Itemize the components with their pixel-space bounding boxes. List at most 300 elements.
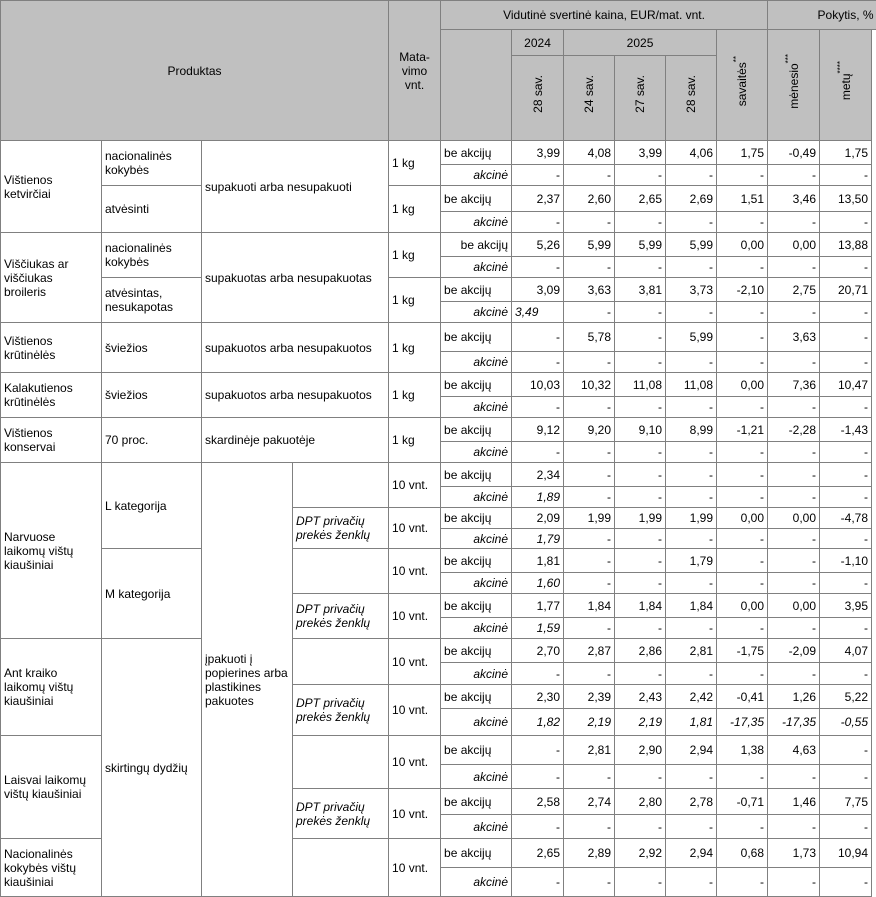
header-unit: Mata-vimo vnt. bbox=[389, 1, 441, 141]
value-cell: - bbox=[615, 765, 666, 789]
value-cell: - bbox=[564, 257, 615, 278]
value-cell: 1,75 bbox=[717, 141, 768, 165]
value-cell: 9,10 bbox=[615, 418, 666, 442]
value-cell: 2,30 bbox=[512, 685, 564, 709]
price-type: be akcijų bbox=[441, 508, 512, 529]
value-cell: - bbox=[666, 868, 717, 897]
value-cell: 2,37 bbox=[512, 186, 564, 212]
value-cell: - bbox=[768, 257, 820, 278]
product-cell: Vištienos krūtinėlės bbox=[1, 323, 102, 373]
value-cell: 5,78 bbox=[564, 323, 615, 352]
value-cell: 0,00 bbox=[717, 508, 768, 529]
value-cell: - bbox=[820, 323, 872, 352]
value-cell: - bbox=[717, 397, 768, 418]
value-cell: - bbox=[666, 165, 717, 186]
value-cell: - bbox=[615, 257, 666, 278]
unit-cell: 1 kg bbox=[389, 373, 441, 418]
value-cell: - bbox=[820, 663, 872, 685]
unit-cell: 10 vnt. bbox=[389, 594, 441, 639]
value-cell: 0,00 bbox=[768, 233, 820, 257]
value-cell: - bbox=[717, 815, 768, 839]
packaging-cell: supakuotos arba nesupakuotos bbox=[202, 373, 389, 418]
price-type: be akcijų bbox=[441, 685, 512, 709]
value-cell: -1,75 bbox=[717, 639, 768, 663]
value-cell: 2,75 bbox=[768, 278, 820, 302]
unit-cell: 1 kg bbox=[389, 323, 441, 373]
quality-cell: nacionalinės kokybės bbox=[102, 141, 202, 186]
value-cell: 1,99 bbox=[666, 508, 717, 529]
value-cell: - bbox=[666, 257, 717, 278]
value-cell: 1,81 bbox=[512, 549, 564, 573]
value-cell: - bbox=[768, 663, 820, 685]
value-cell: 1,84 bbox=[666, 594, 717, 618]
value-cell: - bbox=[820, 529, 872, 549]
value-cell: - bbox=[615, 323, 666, 352]
header-avg-price: Vidutinė svertinė kaina, EUR/mat. vnt. bbox=[441, 1, 768, 30]
price-type: be akcijų bbox=[441, 323, 512, 352]
value-cell: 20,71 bbox=[820, 278, 872, 302]
value-cell: - bbox=[512, 352, 564, 373]
brand-cell bbox=[293, 839, 389, 897]
value-cell: 3,09 bbox=[512, 278, 564, 302]
value-cell: - bbox=[666, 442, 717, 463]
value-cell: - bbox=[564, 765, 615, 789]
price-type: akcinė bbox=[441, 815, 512, 839]
packaging-cell: supakuotos arba nesupakuotos bbox=[202, 323, 389, 373]
value-cell: - bbox=[512, 815, 564, 839]
header-change: Pokytis, % bbox=[768, 1, 876, 30]
unit-cell: 10 vnt. bbox=[389, 839, 441, 897]
value-cell: 13,88 bbox=[820, 233, 872, 257]
unit-cell: 10 vnt. bbox=[389, 508, 441, 549]
value-cell: 7,75 bbox=[820, 789, 872, 815]
price-type: akcinė bbox=[441, 765, 512, 789]
value-cell: 2,42 bbox=[666, 685, 717, 709]
value-cell: 1,60 bbox=[512, 573, 564, 594]
value-cell: 1,99 bbox=[564, 508, 615, 529]
price-type: akcinė bbox=[441, 302, 512, 323]
value-cell: - bbox=[615, 815, 666, 839]
value-cell: - bbox=[820, 868, 872, 897]
unit-cell: 10 vnt. bbox=[389, 549, 441, 594]
value-cell: - bbox=[666, 212, 717, 233]
value-cell: - bbox=[768, 573, 820, 594]
value-cell: 2,80 bbox=[615, 789, 666, 815]
value-cell: 13,50 bbox=[820, 186, 872, 212]
value-cell: 5,26 bbox=[512, 233, 564, 257]
value-cell: 4,08 bbox=[564, 141, 615, 165]
price-type: be akcijų bbox=[441, 789, 512, 815]
value-cell: 3,99 bbox=[512, 141, 564, 165]
value-cell: - bbox=[666, 815, 717, 839]
value-cell: 2,19 bbox=[564, 709, 615, 736]
value-cell: - bbox=[820, 618, 872, 639]
value-cell: -1,21 bbox=[717, 418, 768, 442]
value-cell: 5,99 bbox=[666, 323, 717, 352]
value-cell: -0,49 bbox=[768, 141, 820, 165]
value-cell: 8,99 bbox=[666, 418, 717, 442]
value-cell: -0,41 bbox=[717, 685, 768, 709]
value-cell: - bbox=[717, 212, 768, 233]
price-type: be akcijų bbox=[441, 549, 512, 573]
brand-cell: DPT privačių prekės ženklų bbox=[293, 789, 389, 839]
value-cell: 10,47 bbox=[820, 373, 872, 397]
value-cell: 5,99 bbox=[564, 233, 615, 257]
value-cell: -1,10 bbox=[820, 549, 872, 573]
price-type: be akcijų bbox=[441, 418, 512, 442]
value-cell: - bbox=[717, 765, 768, 789]
value-cell: - bbox=[768, 397, 820, 418]
product-cell: Laisvai laikomų vištų kiaušiniai bbox=[1, 736, 102, 839]
value-cell: 0,00 bbox=[717, 373, 768, 397]
value-cell: 2,19 bbox=[615, 709, 666, 736]
header-product: Produktas bbox=[1, 1, 389, 141]
value-cell: - bbox=[717, 868, 768, 897]
value-cell: - bbox=[820, 302, 872, 323]
value-cell: 11,08 bbox=[666, 373, 717, 397]
value-cell: - bbox=[615, 618, 666, 639]
price-type: akcinė bbox=[441, 442, 512, 463]
product-cell: Narvuose laikomų vištų kiaušiniai bbox=[1, 463, 102, 639]
brand-cell bbox=[293, 639, 389, 685]
unit-cell: 1 kg bbox=[389, 141, 441, 186]
value-cell: - bbox=[717, 573, 768, 594]
value-cell: - bbox=[717, 257, 768, 278]
packaging-cell: įpakuoti į popierines arba plastikines pakuotes bbox=[202, 463, 293, 897]
value-cell: - bbox=[615, 165, 666, 186]
header-week-2025-28: 28 sav. bbox=[666, 56, 717, 141]
value-cell: - bbox=[512, 323, 564, 352]
value-cell: - bbox=[717, 323, 768, 352]
value-cell: - bbox=[564, 618, 615, 639]
value-cell: 3,81 bbox=[615, 278, 666, 302]
value-cell: - bbox=[768, 165, 820, 186]
value-cell: 10,32 bbox=[564, 373, 615, 397]
value-cell: -17,35 bbox=[717, 709, 768, 736]
value-cell: - bbox=[768, 463, 820, 487]
price-type: be akcijų bbox=[441, 233, 512, 257]
value-cell: 1,51 bbox=[717, 186, 768, 212]
value-cell: - bbox=[820, 257, 872, 278]
price-type: akcinė bbox=[441, 487, 512, 508]
value-cell: - bbox=[615, 868, 666, 897]
value-cell: - bbox=[564, 549, 615, 573]
value-cell: - bbox=[564, 868, 615, 897]
value-cell: - bbox=[615, 302, 666, 323]
value-cell: 1,77 bbox=[512, 594, 564, 618]
price-type: be akcijų bbox=[441, 463, 512, 487]
unit-cell: 1 kg bbox=[389, 278, 441, 323]
value-cell: 4,63 bbox=[768, 736, 820, 765]
brand-cell bbox=[293, 736, 389, 789]
value-cell: - bbox=[820, 815, 872, 839]
value-cell: - bbox=[564, 663, 615, 685]
price-type: akcinė bbox=[441, 573, 512, 594]
value-cell: - bbox=[564, 302, 615, 323]
value-cell: - bbox=[820, 487, 872, 508]
product-cell: Vištienos ketvirčiai bbox=[1, 141, 102, 233]
value-cell: 2,09 bbox=[512, 508, 564, 529]
value-cell: - bbox=[564, 212, 615, 233]
value-cell: - bbox=[564, 529, 615, 549]
product-cell: Ant kraiko laikomų vištų kiaušiniai bbox=[1, 639, 102, 736]
price-type: be akcijų bbox=[441, 373, 512, 397]
value-cell: 10,03 bbox=[512, 373, 564, 397]
value-cell: - bbox=[768, 352, 820, 373]
value-cell: 1,79 bbox=[666, 549, 717, 573]
brand-cell: DPT privačių prekės ženklų bbox=[293, 508, 389, 549]
value-cell: 1,26 bbox=[768, 685, 820, 709]
value-cell: 2,78 bbox=[666, 789, 717, 815]
price-type: be akcijų bbox=[441, 736, 512, 765]
value-cell: 1,73 bbox=[768, 839, 820, 868]
value-cell: - bbox=[615, 397, 666, 418]
value-cell: 11,08 bbox=[615, 373, 666, 397]
price-type: akcinė bbox=[441, 618, 512, 639]
value-cell: - bbox=[564, 165, 615, 186]
unit-cell: 1 kg bbox=[389, 233, 441, 278]
packaging-cell: supakuotas arba nesupakuotas bbox=[202, 233, 389, 323]
value-cell: 5,99 bbox=[615, 233, 666, 257]
value-cell: - bbox=[666, 487, 717, 508]
value-cell: - bbox=[820, 736, 872, 765]
value-cell: - bbox=[717, 663, 768, 685]
value-cell: 2,92 bbox=[615, 839, 666, 868]
value-cell: 2,70 bbox=[512, 639, 564, 663]
quality-cell: M kategorija bbox=[102, 549, 202, 639]
value-cell: - bbox=[820, 165, 872, 186]
value-cell: - bbox=[820, 573, 872, 594]
price-type: akcinė bbox=[441, 663, 512, 685]
value-cell: 2,58 bbox=[512, 789, 564, 815]
price-type: akcinė bbox=[441, 709, 512, 736]
header-change-year: metų**** bbox=[820, 30, 872, 141]
value-cell: -2,28 bbox=[768, 418, 820, 442]
value-cell: - bbox=[666, 529, 717, 549]
brand-cell: DPT privačių prekės ženklų bbox=[293, 685, 389, 736]
value-cell: - bbox=[717, 618, 768, 639]
value-cell: -1,43 bbox=[820, 418, 872, 442]
value-cell: 1,38 bbox=[717, 736, 768, 765]
brand-cell bbox=[293, 463, 389, 508]
product-cell: Vištienos konservai bbox=[1, 418, 102, 463]
value-cell: - bbox=[615, 487, 666, 508]
value-cell: 3,73 bbox=[666, 278, 717, 302]
brand-cell bbox=[293, 549, 389, 594]
price-type: be akcijų bbox=[441, 639, 512, 663]
value-cell: - bbox=[512, 868, 564, 897]
value-cell: - bbox=[666, 397, 717, 418]
price-type: be akcijų bbox=[441, 839, 512, 868]
value-cell: - bbox=[717, 302, 768, 323]
value-cell: - bbox=[820, 442, 872, 463]
value-cell: - bbox=[768, 815, 820, 839]
value-cell: - bbox=[768, 302, 820, 323]
value-cell: -0,55 bbox=[820, 709, 872, 736]
quality-cell: šviežios bbox=[102, 323, 202, 373]
value-cell: 2,34 bbox=[512, 463, 564, 487]
value-cell: 2,65 bbox=[512, 839, 564, 868]
header-change-month: mėnesio*** bbox=[768, 30, 820, 141]
value-cell: 1,81 bbox=[666, 709, 717, 736]
value-cell: - bbox=[666, 765, 717, 789]
value-cell: - bbox=[615, 212, 666, 233]
value-cell: 1,82 bbox=[512, 709, 564, 736]
value-cell: 7,36 bbox=[768, 373, 820, 397]
unit-cell: 10 vnt. bbox=[389, 789, 441, 839]
value-cell: 1,99 bbox=[615, 508, 666, 529]
price-type: akcinė bbox=[441, 529, 512, 549]
value-cell: - bbox=[666, 618, 717, 639]
value-cell: - bbox=[564, 815, 615, 839]
price-type: akcinė bbox=[441, 257, 512, 278]
value-cell: 5,22 bbox=[820, 685, 872, 709]
value-cell: - bbox=[615, 573, 666, 594]
value-cell: - bbox=[615, 529, 666, 549]
value-cell: - bbox=[768, 868, 820, 897]
price-type: be akcijų bbox=[441, 278, 512, 302]
value-cell: -0,71 bbox=[717, 789, 768, 815]
value-cell: 2,89 bbox=[564, 839, 615, 868]
value-cell: 2,86 bbox=[615, 639, 666, 663]
value-cell: - bbox=[717, 442, 768, 463]
value-cell: 5,99 bbox=[666, 233, 717, 257]
packaging-cell: skardinėje pakuotėje bbox=[202, 418, 389, 463]
value-cell: 2,90 bbox=[615, 736, 666, 765]
value-cell: 2,65 bbox=[615, 186, 666, 212]
value-cell: - bbox=[666, 573, 717, 594]
packaging-cell: supakuoti arba nesupakuoti bbox=[202, 141, 389, 233]
value-cell: -17,35 bbox=[768, 709, 820, 736]
value-cell: 1,84 bbox=[564, 594, 615, 618]
value-cell: - bbox=[512, 765, 564, 789]
header-week-2025-27: 27 sav. bbox=[615, 56, 666, 141]
value-cell: - bbox=[564, 442, 615, 463]
value-cell: 1,89 bbox=[512, 487, 564, 508]
value-cell: -2,09 bbox=[768, 639, 820, 663]
unit-cell: 10 vnt. bbox=[389, 736, 441, 789]
header-year-2024: 2024 bbox=[512, 30, 564, 56]
value-cell: - bbox=[666, 352, 717, 373]
value-cell: - bbox=[768, 487, 820, 508]
value-cell: - bbox=[615, 663, 666, 685]
price-type: akcinė bbox=[441, 165, 512, 186]
value-cell: - bbox=[820, 352, 872, 373]
value-cell: 10,94 bbox=[820, 839, 872, 868]
value-cell: 2,94 bbox=[666, 839, 717, 868]
price-type: be akcijų bbox=[441, 594, 512, 618]
price-type: be akcijų bbox=[441, 186, 512, 212]
unit-cell: 1 kg bbox=[389, 186, 441, 233]
price-type: akcinė bbox=[441, 212, 512, 233]
header-week-2024-28: 28 sav. bbox=[512, 56, 564, 141]
value-cell: 2,39 bbox=[564, 685, 615, 709]
quality-cell: atvėsintas, nesukapotas bbox=[102, 278, 202, 323]
unit-cell: 1 kg bbox=[389, 418, 441, 463]
value-cell: - bbox=[768, 618, 820, 639]
brand-cell: DPT privačių prekės ženklų bbox=[293, 594, 389, 639]
value-cell: 1,75 bbox=[820, 141, 872, 165]
value-cell: 0,00 bbox=[768, 508, 820, 529]
value-cell: 2,81 bbox=[666, 639, 717, 663]
unit-cell: 10 vnt. bbox=[389, 639, 441, 685]
value-cell: - bbox=[717, 549, 768, 573]
value-cell: -4,78 bbox=[820, 508, 872, 529]
quality-cell: L kategorija bbox=[102, 463, 202, 549]
value-cell: - bbox=[564, 487, 615, 508]
value-cell: 4,06 bbox=[666, 141, 717, 165]
value-cell: - bbox=[512, 736, 564, 765]
quality-cell: skirtingų dydžių bbox=[102, 639, 202, 897]
value-cell: - bbox=[820, 397, 872, 418]
value-cell: 3,99 bbox=[615, 141, 666, 165]
value-cell: 1,59 bbox=[512, 618, 564, 639]
price-type: be akcijų bbox=[441, 141, 512, 165]
quality-cell: nacionalinės kokybės bbox=[102, 233, 202, 278]
value-cell: 2,87 bbox=[564, 639, 615, 663]
product-cell: Nacionalinės kokybės vištų kiaušiniai bbox=[1, 839, 102, 897]
value-cell: - bbox=[564, 463, 615, 487]
value-cell: - bbox=[768, 212, 820, 233]
quality-cell: 70 proc. bbox=[102, 418, 202, 463]
value-cell: 3,63 bbox=[768, 323, 820, 352]
value-cell: - bbox=[564, 352, 615, 373]
value-cell: - bbox=[768, 765, 820, 789]
value-cell: - bbox=[717, 165, 768, 186]
value-cell: - bbox=[512, 257, 564, 278]
value-cell: - bbox=[717, 487, 768, 508]
value-cell: 3,49 bbox=[512, 302, 564, 323]
value-cell: 1,46 bbox=[768, 789, 820, 815]
value-cell: 1,84 bbox=[615, 594, 666, 618]
value-cell: - bbox=[512, 397, 564, 418]
price-type: akcinė bbox=[441, 397, 512, 418]
value-cell: - bbox=[666, 663, 717, 685]
value-cell: 3,63 bbox=[564, 278, 615, 302]
value-cell: 1,79 bbox=[512, 529, 564, 549]
value-cell: 2,74 bbox=[564, 789, 615, 815]
value-cell: - bbox=[717, 529, 768, 549]
value-cell: 2,69 bbox=[666, 186, 717, 212]
value-cell: 9,20 bbox=[564, 418, 615, 442]
product-cell: Viščiukas ar viščiukas broileris bbox=[1, 233, 102, 323]
value-cell: 0,00 bbox=[768, 594, 820, 618]
value-cell: - bbox=[820, 765, 872, 789]
value-cell: - bbox=[615, 442, 666, 463]
value-cell: 3,46 bbox=[768, 186, 820, 212]
value-cell: - bbox=[768, 549, 820, 573]
value-cell: 0,00 bbox=[717, 233, 768, 257]
value-cell: - bbox=[564, 573, 615, 594]
value-cell: - bbox=[512, 165, 564, 186]
value-cell: -2,10 bbox=[717, 278, 768, 302]
quality-cell: atvėsinti bbox=[102, 186, 202, 233]
value-cell: - bbox=[615, 549, 666, 573]
price-type: akcinė bbox=[441, 868, 512, 897]
value-cell: 2,43 bbox=[615, 685, 666, 709]
value-cell: - bbox=[564, 397, 615, 418]
value-cell: - bbox=[666, 463, 717, 487]
value-cell: - bbox=[666, 302, 717, 323]
price-type: akcinė bbox=[441, 352, 512, 373]
value-cell: - bbox=[512, 442, 564, 463]
value-cell: - bbox=[615, 352, 666, 373]
value-cell: 9,12 bbox=[512, 418, 564, 442]
header-empty bbox=[441, 30, 512, 141]
value-cell: - bbox=[615, 463, 666, 487]
value-cell: 2,94 bbox=[666, 736, 717, 765]
product-cell: Kalakutienos krūtinėlės bbox=[1, 373, 102, 418]
